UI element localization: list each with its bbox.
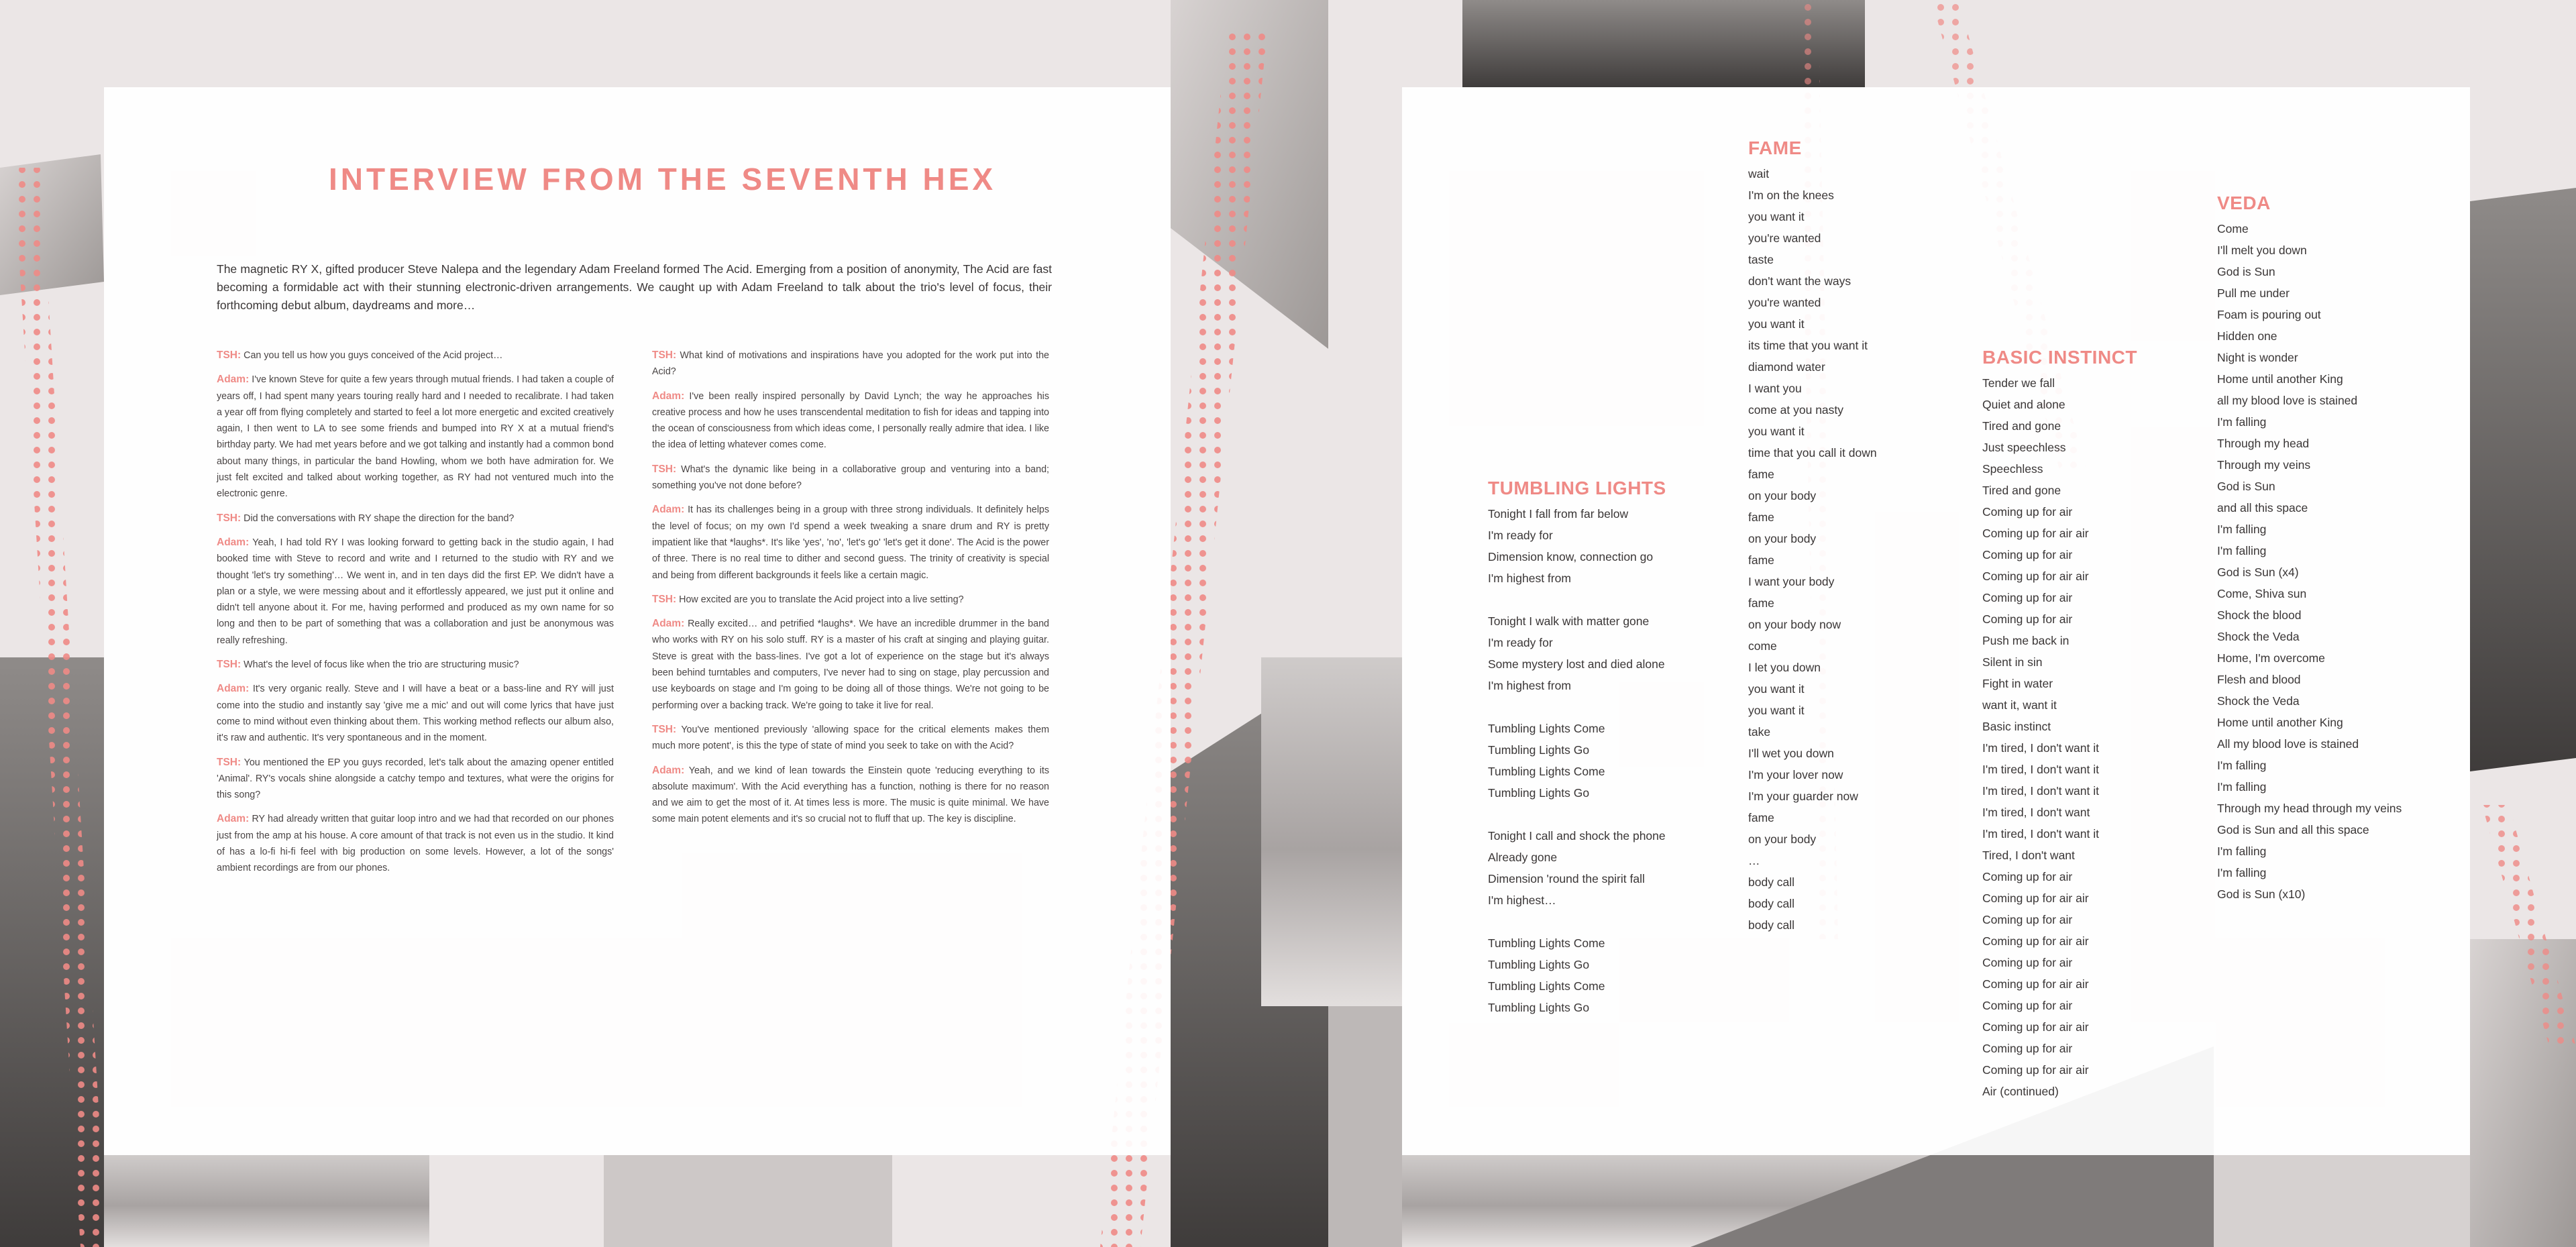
lyric-line: you want it	[1748, 317, 1805, 331]
qa-item	[217, 510, 614, 527]
qa-item	[217, 755, 614, 804]
lyric-line: body call	[1748, 875, 1795, 889]
qa-item	[652, 388, 1049, 453]
qa-speaker: Adam:	[217, 813, 250, 825]
lyric-line: Shock the Veda	[2217, 694, 2300, 708]
lyric-line: I'm ready for	[1488, 636, 1553, 649]
lyric-line: want it, want it	[1982, 698, 2057, 712]
lyric-line	[1488, 911, 1666, 932]
lyric-line: Just speechless	[1982, 441, 2066, 454]
lyric-line: Flesh and blood	[2217, 673, 2301, 686]
lyric-line: Home until another King	[2217, 716, 2343, 729]
lyric-line: on your body now	[1748, 618, 1841, 631]
lyric-line: God is Sun (x10)	[2217, 887, 2306, 901]
qa-item	[652, 722, 1049, 755]
lyric-line: Home, I'm overcome	[2217, 651, 2325, 665]
qa-text: You've mentioned previously 'allowing space for the critical elements makes them much more potent', is this the type of state of mind you seek to take on with the Acid?	[652, 724, 1049, 752]
lyric-line: you want it	[1748, 704, 1805, 717]
lyric-line: I want your body	[1748, 575, 1835, 588]
qa-text: It has its challenges being in a group with three strong individuals. It definitely helps the level of focus; on my own I'd spend a week tweaking a snare drum and RY is pretty impatient like that *laughs*. It's like 'yes', 'no', 'let's go' 'let's get it done'. The Acid is the power of three. There is no real time to dither and second guess. The trinity of creativity is special and being from different backgrounds it feels like a certain magic.	[652, 504, 1049, 581]
lyric-line: fame	[1748, 510, 1774, 524]
qa-speaker: Adam:	[652, 504, 685, 516]
qa-text: I've been really inspired personally by David Lynch; the way he approaches his creative process and how he uses transcendental meditation to fish for ideas and tapping into the ocean of consciousness from which ideas come, I personally really admire that idea. I like the idea of letting whatever comes come.	[652, 390, 1049, 451]
interview-column-left	[217, 347, 614, 885]
lyric-line: you're wanted	[1748, 231, 1821, 245]
lyric-line: body call	[1748, 897, 1795, 910]
lyric-line: Coming up for air	[1982, 1042, 2073, 1055]
qa-text: What's the level of focus like when the trio are structuring music?	[244, 659, 519, 671]
lyric-line: Some mystery lost and died alone	[1488, 657, 1665, 671]
lyric-line: Coming up for air air	[1982, 977, 2089, 991]
lyric-line: I'm falling	[2217, 523, 2267, 536]
lyric-line: Through my veins	[2217, 458, 2311, 472]
lyric-line: God is Sun	[2217, 265, 2275, 278]
lyric-line: Coming up for air	[1982, 913, 2073, 926]
lyric-line: Tumbling Lights Come	[1488, 979, 1605, 993]
lyric-line: Fight in water	[1982, 677, 2053, 690]
lyric-line: Coming up for air	[1982, 999, 2073, 1012]
lyric-line: I'm highest from	[1488, 679, 1571, 692]
song-title: VEDA	[2217, 193, 2271, 213]
lyric-line: don't want the ways	[1748, 274, 1851, 288]
qa-item	[217, 347, 614, 364]
lyric-line: God is Sun (x4)	[2217, 565, 2299, 579]
lyric-line: Tired and gone	[1982, 419, 2061, 433]
lyric-line: fame	[1748, 553, 1774, 567]
lyric-line: Tumbling Lights Go	[1488, 958, 1590, 971]
lyric-line: I'm highest…	[1488, 893, 1556, 907]
lyric-line: Basic instinct	[1982, 720, 2051, 733]
lyric-line: Through my head	[2217, 437, 2310, 450]
qa-speaker: TSH:	[652, 593, 677, 605]
song-veda	[2217, 193, 2402, 905]
lyric-line: Tumbling Lights Go	[1488, 743, 1590, 757]
lyric-line: I'm your lover now	[1748, 768, 1843, 781]
lyric-line: Coming up for air	[1982, 870, 2073, 883]
lyric-line: I'm tired, I don't want	[1982, 806, 2090, 819]
qa-speaker: TSH:	[217, 512, 241, 524]
lyric-line: come	[1748, 639, 1777, 653]
lyric-line: fame	[1748, 811, 1774, 824]
qa-text: What kind of motivations and inspirations have you adopted for the work put into the Acid?	[652, 350, 1049, 378]
lyric-line: I'm falling	[2217, 759, 2267, 772]
lyric-line: I'm falling	[2217, 415, 2267, 429]
lyric-line: Already gone	[1488, 851, 1558, 864]
lyric-line: Coming up for air	[1982, 612, 2073, 626]
qa-speaker: TSH:	[652, 463, 677, 475]
song-title: TUMBLING LIGHTS	[1488, 478, 1666, 498]
lyric-line: taste	[1748, 253, 1774, 266]
lyric-line: Tonight I call and shock the phone	[1488, 829, 1666, 843]
lyric-line: fame	[1748, 468, 1774, 481]
lyric-line: Coming up for air air	[1982, 1063, 2089, 1077]
qa-text: It's very organic really. Steve and I will have a beat or a bass-line and RY will just come into the studio and instantly say 'give me a mic' and out will come lyrics that have just come to mind without even thinking about them. This working method reflects our album also, it's raw and authentic. It's very spontaneous and in the moment.	[217, 684, 614, 744]
lyric-line: I'm tired, I don't want it	[1982, 784, 2099, 798]
lyric-line: Pull me under	[2217, 286, 2290, 300]
qa-item	[652, 347, 1049, 380]
qa-speaker: Adam:	[217, 683, 250, 695]
lyric-line: Tender we fall	[1982, 376, 2055, 390]
lyric-line: Tumbling Lights Go	[1488, 786, 1590, 800]
qa-speaker: Adam:	[652, 390, 685, 402]
lyric-line: Tired and gone	[1982, 484, 2061, 497]
lyric-line: I'm tired, I don't want it	[1982, 763, 2099, 776]
lyric-line: time that you call it down	[1748, 446, 1877, 459]
qa-item	[652, 592, 1049, 608]
lyric-line: Coming up for air air	[1982, 891, 2089, 905]
lyric-line: I'm falling	[2217, 780, 2267, 794]
qa-text: Can you tell us how you guys conceived of the Acid project…	[244, 350, 503, 361]
lyric-line: I'm tired, I don't want it	[1982, 827, 2099, 841]
lyric-line: Home until another King	[2217, 372, 2343, 386]
qa-item	[217, 681, 614, 746]
lyric-line: Tonight I fall from far below	[1488, 507, 1629, 521]
lyric-line: Hidden one	[2217, 329, 2277, 343]
lyric-line: its time that you want it	[1748, 339, 1868, 352]
lyric-line: Tired, I don't want	[1982, 849, 2075, 862]
lyric-line: on your body	[1748, 532, 1817, 545]
lyric-line: you want it	[1748, 425, 1805, 438]
song-tumbling-lights	[1488, 478, 1666, 1018]
lyric-lines	[1488, 503, 1666, 1018]
lyric-line: I'll wet you down	[1748, 747, 1834, 760]
qa-text: You mentioned the EP you guys recorded, let's talk about the amazing opener entitled 'Animal'. RY's vocals shine alongside a catchy tempo and textures, what were the origins for this song?	[217, 757, 614, 801]
lyric-line: you want it	[1748, 210, 1805, 223]
lyric-line: you want it	[1748, 682, 1805, 696]
lyric-line: on your body	[1748, 832, 1817, 846]
lyric-line: I'm falling	[2217, 845, 2267, 858]
interview-title: INTERVIEW FROM THE SEVENTH HEX	[329, 162, 997, 197]
qa-item	[652, 462, 1049, 494]
qa-speaker: TSH:	[652, 349, 677, 361]
lyric-line: Tonight I walk with matter gone	[1488, 614, 1650, 628]
lyric-line: diamond water	[1748, 360, 1825, 374]
lyric-line: Coming up for air	[1982, 956, 2073, 969]
lyric-line: I'll melt you down	[2217, 243, 2307, 257]
lyric-line: wait	[1748, 167, 1770, 180]
qa-speaker: Adam:	[652, 618, 685, 630]
lyric-line: and all this space	[2217, 501, 2308, 514]
lyric-line: Tumbling Lights Come	[1488, 722, 1605, 735]
lyric-line: All my blood love is stained	[2217, 737, 2359, 751]
lyric-line: Coming up for air	[1982, 548, 2073, 561]
qa-speaker: TSH:	[652, 723, 677, 735]
lyric-line: Push me back in	[1982, 634, 2070, 647]
qa-item	[217, 372, 614, 502]
lyric-line: Coming up for air	[1982, 591, 2073, 604]
lyric-line	[1488, 804, 1666, 825]
lyric-line: I'm tired, I don't want it	[1982, 741, 2099, 755]
qa-text: How excited are you to translate the Acid project into a live setting?	[679, 594, 964, 605]
song-title: FAME	[1748, 138, 1802, 158]
qa-speaker: Adam:	[217, 536, 250, 548]
lyric-line: Speechless	[1982, 462, 2043, 476]
interview-column-right	[652, 347, 1049, 836]
lyric-line: Silent in sin	[1982, 655, 2043, 669]
qa-item	[217, 811, 614, 876]
qa-speaker: TSH:	[217, 659, 241, 671]
lyric-line: Dimension 'round the spirit fall	[1488, 872, 1645, 885]
lyric-lines	[1748, 163, 1877, 936]
lyric-line: all my blood love is stained	[2217, 394, 2358, 407]
qa-item	[217, 657, 614, 673]
qa-text: What's the dynamic like being in a collaborative group and venturing into a band; something you've not done before?	[652, 464, 1049, 492]
qa-item	[217, 535, 614, 649]
lyric-line: you're wanted	[1748, 296, 1821, 309]
lyric-line: Tumbling Lights Come	[1488, 765, 1605, 778]
lyric-lines	[1982, 372, 2137, 1102]
interview-intro: The magnetic RY X, gifted producer Steve Nalepa and the legendary Adam Freeland formed The Acid. Emerging from a position of anonymity, The Acid are fast becoming a formidable act with their stunning electronic-driven arrangements. We caught up with Adam Freeland to talk about the trio's level of focus, their forthcoming debut album, daydreams and more…	[217, 262, 1052, 312]
qa-item	[652, 502, 1049, 583]
qa-speaker: TSH:	[217, 349, 241, 361]
song-fame	[1748, 138, 1877, 936]
song-basic-instinct	[1982, 347, 2137, 1102]
qa-text: Did the conversations with RY shape the direction for the band?	[244, 512, 515, 524]
qa-text: Yeah, I had told RY I was looking forward to getting back in the studio again, I had booked time with Steve to record and write and I returned to the studio with RY and we thought 'let's try something'… We went in, and in ten days did the first EP. We didn't have a plan or a style, we were messing about and it effortlessly appeared, we just put it online and didn't tell anyone about it. For me, having performed and produced as my own name for so long and then to be part of something that was a collaboration and just be anonymous was really refreshing.	[217, 537, 614, 646]
lyric-line: I'm on the knees	[1748, 188, 1834, 202]
lyric-line: Coming up for air air	[1982, 570, 2089, 583]
lyric-line: Tumbling Lights Go	[1488, 1001, 1590, 1014]
qa-text: I've known Steve for quite a few years through mutual friends. I had taken a couple of years off, I had spent many years touring really hard and I needed to recalibrate. I had taken a year off from flying completely and started to feel a lot more energetic and excited creatively again, I then went to LA to see some friends and bumped into RY X at a mutual friend's birthday party. We had met years before and we got talking and instantly had a common bond about many things, in particular the band Howling, whom we both have admiration for. We just felt excited and talked about working together, as RY had not ventured much into the electronic genre.	[217, 374, 614, 500]
lyric-line: Through my head through my veins	[2217, 802, 2402, 815]
lyric-line: I'm ready for	[1488, 529, 1553, 542]
lyric-line: Shock the blood	[2217, 608, 2302, 622]
lyric-line: Come, Shiva sun	[2217, 587, 2307, 600]
lyric-line: Night is wonder	[2217, 351, 2298, 364]
lyric-line: Foam is pouring out	[2217, 308, 2321, 321]
lyric-lines	[2217, 218, 2402, 905]
qa-speaker: Adam:	[652, 764, 685, 776]
lyric-line: I let you down	[1748, 661, 1821, 674]
qa-speaker: Adam:	[217, 374, 250, 386]
lyric-line	[1488, 696, 1666, 718]
lyric-line: I'm your guarder now	[1748, 790, 1858, 803]
lyric-line: I'm falling	[2217, 544, 2267, 557]
lyric-line: God is Sun and all this space	[2217, 823, 2369, 836]
lyric-line: God is Sun	[2217, 480, 2275, 493]
lyric-line: Air (continued)	[1982, 1085, 2059, 1098]
lyric-line: I'm falling	[2217, 866, 2267, 879]
lyric-line: Quiet and alone	[1982, 398, 2065, 411]
lyric-line: come at you nasty	[1748, 403, 1844, 417]
lyric-line: I'm highest from	[1488, 572, 1571, 585]
lyric-line: fame	[1748, 596, 1774, 610]
lyric-line: body call	[1748, 918, 1795, 932]
lyric-line: I want you	[1748, 382, 1802, 395]
lyric-line: on your body	[1748, 489, 1817, 502]
lyric-line	[1488, 589, 1666, 610]
lyric-line: …	[1748, 854, 1760, 867]
lyric-line: Tumbling Lights Come	[1488, 936, 1605, 950]
qa-text: Yeah, and we kind of lean towards the Einstein quote 'reducing everything to its absolute maximum'. With the Acid everything has a function, nothing is there for no reason and we aim to get the most of it. At times less is more. The music is quite minimal. We have some main potent elements and it's so crucial not to fluff that up. The key is discipline.	[652, 765, 1049, 825]
qa-item	[652, 763, 1049, 828]
lyric-line: Coming up for air air	[1982, 934, 2089, 948]
song-title: BASIC INSTINCT	[1982, 347, 2137, 368]
qa-item	[652, 616, 1049, 714]
lyric-line: Coming up for air	[1982, 505, 2073, 519]
qa-speaker: TSH:	[217, 756, 241, 768]
qa-text: Really excited… and petrified *laughs*. We have an incredible drummer in the band who works with RY on his solo stuff. RY is a master of his craft at singing and playing guitar. Steve is great with the bass-lines. I've got a lot of experience on the stage but it's always been behind turntables and computers, I've never had to sing on stage, play percussion and use keyboards on stage and I'm going to be doing all of those things. We're not going to be performing over a backing track. We're going to take it live for real.	[652, 618, 1049, 711]
lyric-line: Dimension know, connection go	[1488, 550, 1654, 563]
lyric-line: Coming up for air air	[1982, 527, 2089, 540]
lyric-line: Coming up for air air	[1982, 1020, 2089, 1034]
qa-text: RY had already written that guitar loop intro and we had that recorded on our phones just from the amp at his house. A core amount of that track is not even us in the studio. It kind of has a lo-fi hi-fi feel with big production on some levels. However, a lot of the songs' ambient recordings are from our phones.	[217, 814, 614, 874]
lyric-line: take	[1748, 725, 1771, 739]
lyric-line: Come	[2217, 222, 2249, 235]
lyric-line: Shock the Veda	[2217, 630, 2300, 643]
